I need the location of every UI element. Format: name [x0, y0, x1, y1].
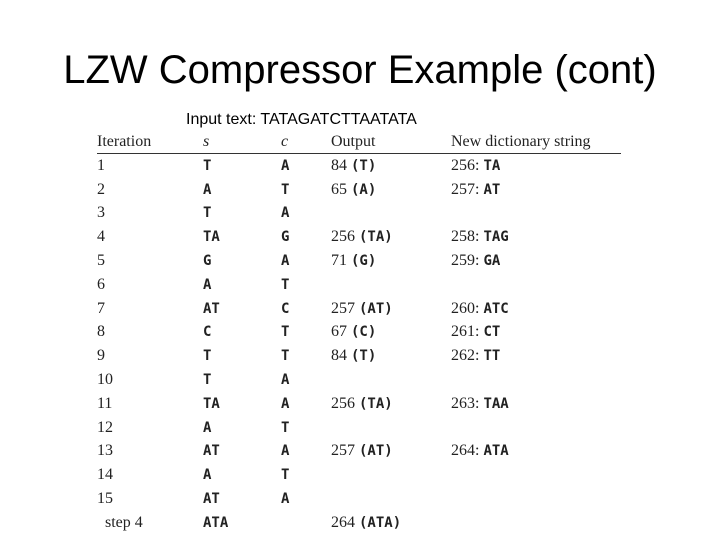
c-cell [281, 440, 331, 464]
output-code: 71 [331, 252, 347, 270]
dictionary-cell [451, 392, 621, 416]
output-code: 256 [331, 228, 355, 246]
s-value: A [203, 181, 212, 198]
s-cell [203, 321, 281, 345]
c-cell [281, 511, 331, 535]
iteration-value: 13 [97, 442, 113, 460]
dictionary-string: AT [483, 181, 501, 198]
output-cell [331, 416, 451, 440]
dictionary-string: CT [483, 324, 501, 341]
output-cell [331, 154, 451, 178]
c-cell [281, 202, 331, 226]
table-row [97, 416, 621, 440]
s-value: TA [203, 395, 220, 412]
output-string: (TA) [359, 229, 393, 246]
s-value: A [203, 276, 212, 293]
input-text-label: Input text: TATAGATCTTAATATA [186, 111, 417, 128]
header-iteration: Iteration [97, 131, 203, 154]
s-cell [203, 368, 281, 392]
iteration-value: 14 [97, 466, 113, 484]
dictionary-code: 263: [451, 394, 480, 412]
iteration-cell [97, 273, 203, 297]
dictionary-code: 260: [451, 299, 480, 317]
table-row [97, 297, 621, 321]
c-value: A [281, 157, 290, 174]
output-code: 264 [331, 513, 355, 531]
output-cell [331, 273, 451, 297]
iteration-cell [97, 416, 203, 440]
output-string: (AT) [359, 300, 393, 317]
c-value: A [281, 491, 290, 508]
output-string: (ATA) [359, 514, 402, 531]
dictionary-code: 258: [451, 228, 480, 246]
s-cell [203, 202, 281, 226]
c-value: A [281, 205, 290, 222]
s-value: C [203, 324, 212, 341]
s-cell [203, 249, 281, 273]
s-cell [203, 225, 281, 249]
iteration-value: 1 [97, 156, 105, 174]
iteration-cell [97, 463, 203, 487]
dictionary-code: 262: [451, 347, 480, 365]
output-cell [331, 487, 451, 511]
iteration-cell [97, 487, 203, 511]
s-value: T [203, 372, 212, 389]
iteration-value: 4 [97, 228, 105, 246]
s-cell [203, 511, 281, 535]
dictionary-cell [451, 297, 621, 321]
dictionary-cell [451, 416, 621, 440]
iteration-value: 5 [97, 252, 105, 270]
s-cell [203, 297, 281, 321]
c-value: A [281, 443, 290, 460]
c-value: A [281, 395, 290, 412]
output-code: 257 [331, 442, 355, 460]
output-code: 84 [331, 347, 347, 365]
dictionary-string: ATA [483, 443, 509, 460]
iteration-cell [97, 321, 203, 345]
dictionary-cell [451, 368, 621, 392]
iteration-cell [97, 178, 203, 202]
iteration-value: 2 [97, 180, 105, 198]
output-string: (AT) [359, 443, 393, 460]
output-code: 257 [331, 299, 355, 317]
dictionary-cell [451, 344, 621, 368]
output-cell [331, 225, 451, 249]
iteration-value: step 4 [105, 513, 143, 531]
dictionary-string: TT [483, 348, 501, 365]
s-cell [203, 392, 281, 416]
output-cell [331, 368, 451, 392]
iteration-cell [97, 154, 203, 178]
c-cell [281, 368, 331, 392]
c-value: A [281, 253, 290, 270]
s-value: A [203, 419, 212, 436]
output-cell [331, 440, 451, 464]
output-cell [331, 202, 451, 226]
c-value: T [281, 276, 290, 293]
output-cell [331, 178, 451, 202]
c-cell [281, 225, 331, 249]
output-code: 67 [331, 323, 347, 341]
table-row [97, 463, 621, 487]
s-cell [203, 416, 281, 440]
dictionary-string: TA [483, 157, 501, 174]
dictionary-cell [451, 321, 621, 345]
iteration-value: 9 [97, 347, 105, 365]
s-cell [203, 487, 281, 511]
iteration-value: 7 [97, 299, 105, 317]
s-value: AT [203, 491, 220, 508]
iteration-value: 15 [97, 490, 113, 508]
output-string: (G) [351, 253, 377, 270]
c-value: T [281, 348, 290, 365]
output-cell [331, 392, 451, 416]
header-c: c [281, 131, 331, 154]
c-cell [281, 344, 331, 368]
s-value: T [203, 157, 212, 174]
dictionary-cell [451, 273, 621, 297]
table-body [97, 154, 621, 535]
header-output: Output [331, 131, 451, 154]
table-row [97, 154, 621, 178]
dictionary-code: 264: [451, 442, 480, 460]
iteration-cell [97, 392, 203, 416]
dictionary-code: 256: [451, 156, 480, 174]
dictionary-cell [451, 487, 621, 511]
s-cell [203, 440, 281, 464]
iteration-cell [97, 225, 203, 249]
dictionary-cell [451, 178, 621, 202]
table-row [97, 178, 621, 202]
output-string: (T) [351, 157, 377, 174]
s-value: ATA [203, 514, 229, 531]
output-cell [331, 249, 451, 273]
output-string: (T) [351, 348, 377, 365]
iteration-cell [97, 368, 203, 392]
c-cell [281, 249, 331, 273]
output-cell [331, 297, 451, 321]
s-value: T [203, 348, 212, 365]
output-code: 256 [331, 394, 355, 412]
dictionary-cell [451, 249, 621, 273]
c-cell [281, 178, 331, 202]
dictionary-string: ATC [483, 300, 509, 317]
c-cell [281, 487, 331, 511]
iteration-value: 8 [97, 323, 105, 341]
table-row [97, 225, 621, 249]
output-string: (TA) [359, 395, 393, 412]
c-cell [281, 416, 331, 440]
dictionary-code: 259: [451, 252, 480, 270]
c-cell [281, 297, 331, 321]
iteration-cell [97, 511, 203, 535]
table-row [97, 202, 621, 226]
dictionary-string: GA [483, 253, 501, 270]
dictionary-cell [451, 154, 621, 178]
output-cell [331, 511, 451, 535]
dictionary-string: TAA [483, 395, 509, 412]
c-value: A [281, 372, 290, 389]
iteration-value: 12 [97, 418, 113, 436]
dictionary-cell [451, 511, 621, 535]
output-string: (C) [351, 324, 377, 341]
c-value: T [281, 181, 290, 198]
c-cell [281, 321, 331, 345]
iteration-cell [97, 249, 203, 273]
s-cell [203, 178, 281, 202]
table-row [97, 487, 621, 511]
table-row [97, 440, 621, 464]
s-value: A [203, 467, 212, 484]
iteration-value: 6 [97, 275, 105, 293]
dictionary-cell [451, 463, 621, 487]
dictionary-code: 257: [451, 180, 480, 198]
iteration-value: 3 [97, 204, 105, 222]
iteration-cell [97, 297, 203, 321]
s-cell [203, 463, 281, 487]
s-cell [203, 154, 281, 178]
table-row [97, 368, 621, 392]
table-row [97, 344, 621, 368]
c-value: T [281, 419, 290, 436]
output-cell [331, 321, 451, 345]
output-string: (A) [351, 181, 377, 198]
table-row [97, 249, 621, 273]
iteration-cell [97, 440, 203, 464]
s-cell [203, 344, 281, 368]
output-code: 84 [331, 156, 347, 174]
s-value: AT [203, 443, 220, 460]
header-s: s [203, 131, 281, 154]
iteration-cell [97, 202, 203, 226]
c-cell [281, 273, 331, 297]
table-row [97, 511, 621, 535]
output-code: 65 [331, 180, 347, 198]
slide-title: LZW Compressor Example (cont) [63, 48, 657, 92]
iteration-value: 11 [97, 394, 113, 412]
header-new-dictionary-string: New dictionary string [451, 131, 621, 154]
c-value: T [281, 324, 290, 341]
lzw-table [97, 131, 621, 535]
table-header-row [97, 131, 621, 154]
dictionary-string: TAG [483, 229, 509, 246]
s-value: G [203, 253, 212, 270]
c-value: C [281, 300, 290, 317]
dictionary-code: 261: [451, 323, 480, 341]
c-value: T [281, 467, 290, 484]
output-cell [331, 463, 451, 487]
iteration-value: 10 [97, 371, 113, 389]
output-cell [331, 344, 451, 368]
dictionary-cell [451, 225, 621, 249]
s-value: TA [203, 229, 220, 246]
table-row [97, 392, 621, 416]
c-value: G [281, 229, 290, 246]
c-cell [281, 154, 331, 178]
s-cell [203, 273, 281, 297]
iteration-cell [97, 344, 203, 368]
dictionary-cell [451, 202, 621, 226]
table-row [97, 273, 621, 297]
table-row [97, 321, 621, 345]
s-value: T [203, 205, 212, 222]
c-cell [281, 392, 331, 416]
dictionary-cell [451, 440, 621, 464]
s-value: AT [203, 300, 220, 317]
c-cell [281, 463, 331, 487]
